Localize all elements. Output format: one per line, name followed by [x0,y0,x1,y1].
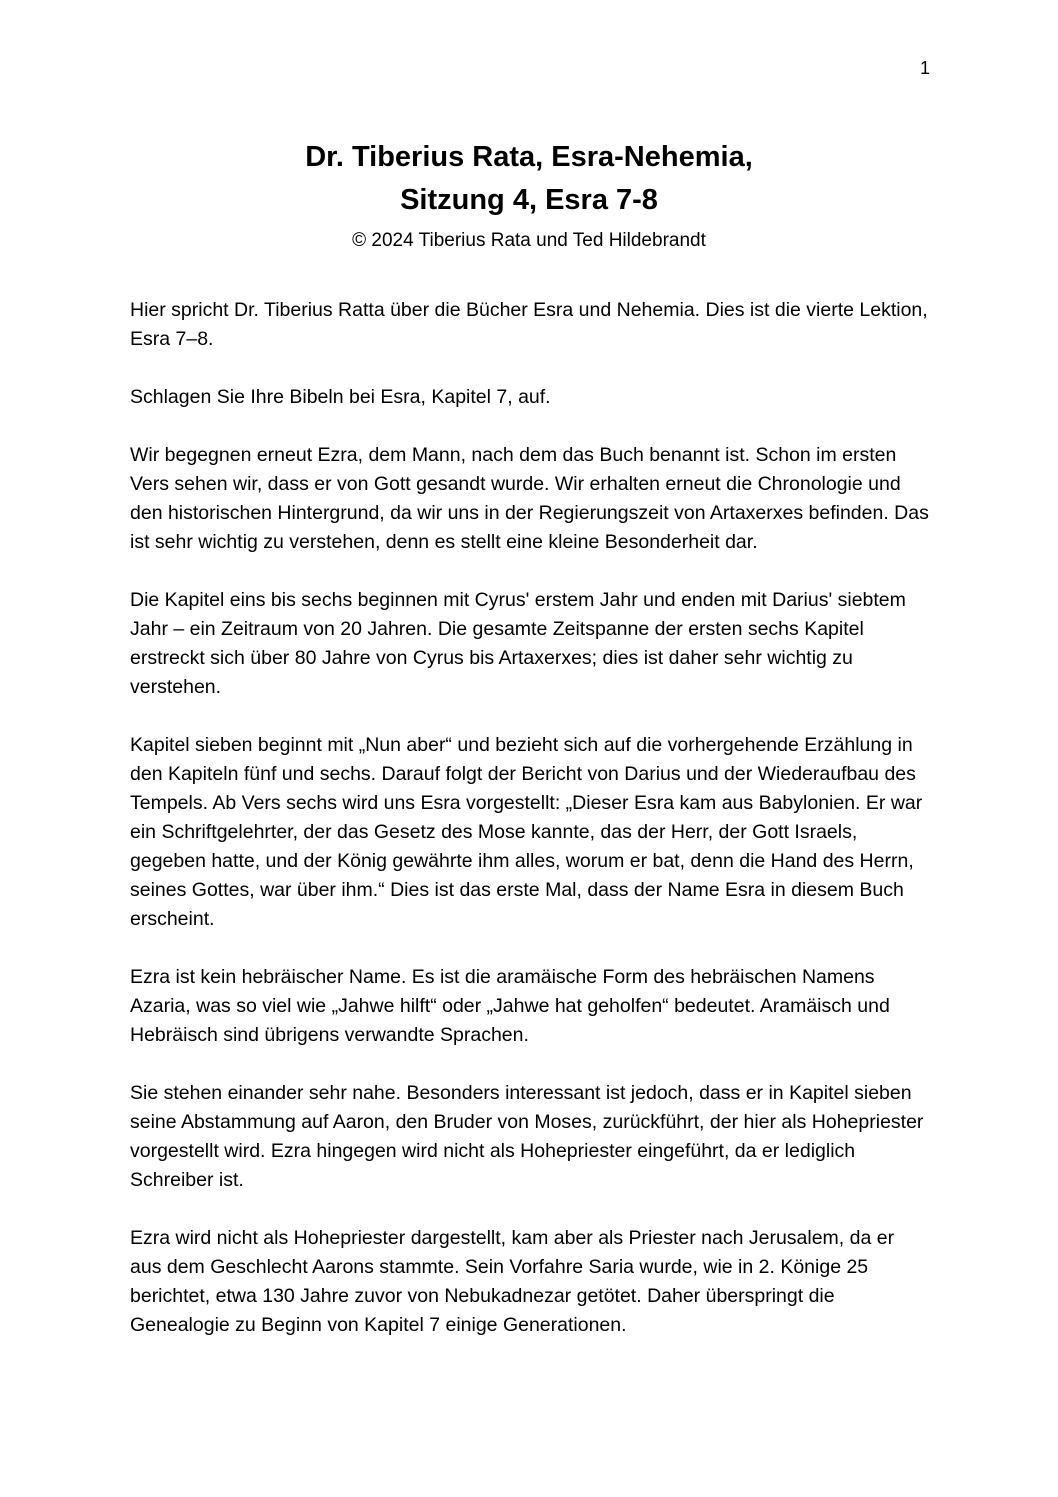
page-number: 1 [919,58,930,78]
paragraph-1: Hier spricht Dr. Tiberius Ratta über die Bücher Esra und Nehemia. Dies ist die vierte Lektion, Esra 7–8. [130,298,928,350]
paragraph-8: Ezra wird nicht als Hohepriester dargestellt, kam aber als Priester nach Jerusalem, da er aus dem Geschlecht Aarons stammte. Sein Vorfahre Saria wurde, wie in 2. Könige 25 berichtet, etwa 130 Jahre zuvor von Nebukadnezar getötet. Daher überspringt die Genealogie zu Beginn von Kapitel 7 einige Generationen. [130,1226,895,1336]
title-line-2: Sitzung 4, Esra 7-8 [400,183,658,216]
paragraph-2: Schlagen Sie Ihre Bibeln bei Esra, Kapitel 7, auf. [130,385,551,408]
document-body [0,296,1058,1340]
document-title [0,0,1058,222]
paragraph-3: Wir begegnen erneut Ezra, dem Mann, nach dem das Buch benannt ist. Schon im ersten Vers sehen wir, dass er von Gott gesandt wurde. Wir erhalten erneut die Chronologie und den historischen Hintergrund, da wir uns in der Regierungszeit von Artaxerxes befinden. Das ist sehr wichtig zu verstehen, denn es stellt eine kleine Besonderheit dar. [130,443,929,553]
copyright-line: © 2024 Tiberius Rata und Ted Hildebrandt [352,229,706,251]
paragraph-4: Die Kapitel eins bis sechs beginnen mit Cyrus' erstem Jahr und enden mit Darius' siebtem Jahr – ein Zeitraum von 20 Jahren. Die gesamte Zeitspanne der ersten sechs Kapitel erstreckt sich über 80 Jahre von Cyrus bis Artaxerxes; dies ist daher sehr wichtig zu verstehen. [130,588,906,698]
paragraph-6: Ezra ist kein hebräischer Name. Es ist die aramäische Form des hebräischen Namens Azaria, was so viel wie „Jahwe hilft“ oder „Jahwe hat geholfen“ bedeutet. Aramäisch und Hebräisch sind übrigens verwandte Sprachen. [130,965,890,1046]
paragraph-5: Kapitel sieben beginnt mit „Nun aber“ und bezieht sich auf die vorhergehende Erzählung in den Kapiteln fünf und sechs. Darauf folgt der Bericht von Darius und der Wiederaufbau des Tempels. Ab Vers sechs wird uns Esra vorgestellt: „Dieser Esra kam aus Babylonien. Er war ein Schriftgelehrter, der das Gesetz des Mose kannte, das der Herr, der Gott Israels, gegeben hatte, und der König gewährte ihm alles, worum er bat, denn die Hand des Herrn, seines Gottes, war über ihm.“ Dies ist das erste Mal, dass der Name Esra in diesem Buch erscheint. [130,733,923,930]
title-line-1: Dr. Tiberius Rata, Esra-Nehemia, [305,141,753,173]
paragraph-7: Sie stehen einander sehr nahe. Besonders interessant ist jedoch, dass er in Kapitel sieben seine Abstammung auf Aaron, den Bruder von Moses, zurückführt, der hier als Hohepriester vorgestellt wird. Ezra hingegen wird nicht als Hohepriester eingeführt, da er lediglich Schreiber ist. [130,1081,924,1191]
